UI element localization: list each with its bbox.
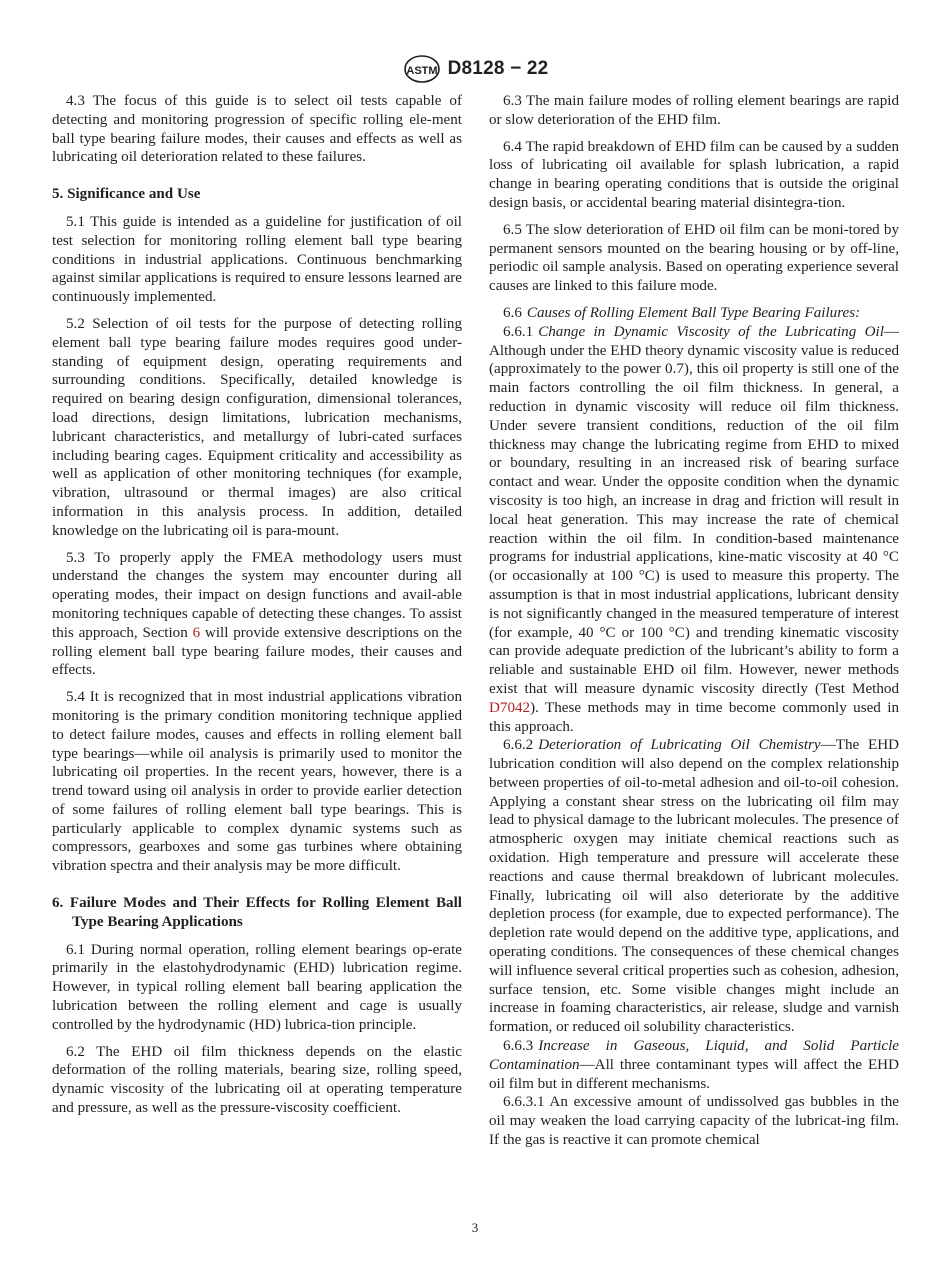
paragraph-6-6-2: 6.6.2 Deterioration of Lubricating Oil Chemistry—The EHD lubrication condition will also depend on the complex relationship between properties of oil-to-metal adhesion and oil-to-oil cohesion. Applying a constant shear stress on the lubricating oil film may lead to physical damage to the lubricant molecules. The presence of atmospheric oxygen may initiate chemical reactions such as oxidation. High temperature and pressure will accelerate these reactions and cause thermal breakdown of lubricant molecules. Finally, lubricating oil will also deteriorate by the additive depletion process (for example, due to expected performance). The depletion rate would depend on the additive type, applications, and operating conditions. The consequences of these chemical changes will influence several critical properties such as cohesion, adhesion, surface tension, etc. Some visible changes might include an increase in foaming characteristics, air release, sludge and varnish formation, or reduced oil solubility characteristics. (489, 737, 899, 1036)
paragraph-6-4: 6.4 The rapid breakdown of EHD film can be caused by a sudden loss of lubricating oil available for splash lubrication, a rapid change in bearing operating conditions that is outside the original design basis, or accidental bearing material disintegra-tion. (489, 138, 899, 211)
svg-text:ASTM: ASTM (406, 65, 438, 77)
page-header (0, 54, 950, 89)
paragraph-5-3: 5.3 To properly apply the FMEA methodology users must understand the changes the system may encounter during all operating modes, their impact on design functions and avail-able monitoring techniques capable of detecting these changes. To assist this approach, Section 6 will provide extensive descriptions on the rolling element ball type bearing failure modes, their causes and effects. (52, 549, 462, 679)
paragraph-6-1: 6.1 During normal operation, rolling element bearings op-erate primarily in the elastohydrodynamic (EHD) lubrication regime. However, in typical rolling element ball bearing application the lubrication between the rolling element and cage is usually controlled by the hydrodynamic (HD) lubrica-tion principle. (52, 941, 462, 1033)
paragraph-5-4: 5.4 It is recognized that in most industrial applications vibration monitoring is the primary condition monitoring technique applied to detect failure modes, causes and effects in rolling element ball type bearings—while oil analysis is primarily used to monitor the lubricating oil properties. In the recent years, however, there is a trend toward using oil analysis in order to provide earlier detection of some failures of rolling element ball type bearings. This is particularly applicable to complex dynamic systems such as compressors, gearboxes and some gas turbines where obtaining vibration spectra and their analysis may be more difficult. (52, 689, 462, 875)
page-number: 3 (471, 1220, 479, 1235)
paragraph-4-3: 4.3 The focus of this guide is to select oil tests capable of detecting and monitoring progression of specific rolling ele-ment ball type bearing failure modes, their causes and effects as well as lubricating oil deterioration related to these failures. (52, 93, 462, 166)
paragraph-5-1: 5.1 This guide is intended as a guideline for justification of oil test selection for monitoring rolling element ball type bearing conditions in industrial applications. Continuous benchmarking against similar applications is required to ensure lessons learned are continuously implemented. (52, 213, 462, 306)
paragraph-5-2: 5.2 Selection of oil tests for the purpose of detecting rolling element ball type bearing failure modes requires good under-standing of equipment design, operating requirements and surrounding conditions. Specifically, detailed knowledge is required on bearing design configuration, dimensional tolerances, load directions, design limitations, lubrication mechanisms, lubricant characteristics, and metallurgy of lubri-cated surfaces including bearing cages. Equipment criticality and accessibility as well as application of other monitoring techniques (for example, vibration, ultrasound or thermal images) are also critical information in this analysis process. In addition, detailed knowledge on the lubricating oil is para-mount. (52, 315, 462, 539)
astm-logo-icon (402, 54, 442, 84)
paragraph-6-6-3-1: 6.6.3.1 An excessive amount of undissolved gas bubbles in the oil may weaken the load carrying capacity of the lubricat-ing film. If the gas is reactive it can promote chemical (489, 1094, 899, 1149)
document-designation: D8128 − 22 (447, 58, 549, 79)
section-6-heading: 6. Failure Modes and Their Effects for Rolling Element Ball Type Bearing Applications (52, 895, 462, 930)
section-6-link[interactable]: 6 (192, 624, 201, 641)
paragraph-6-5: 6.5 The slow deterioration of EHD oil film can be moni-tored by permanent sensors mounted on the bearing housing or by off-line, periodic oil sample analysis. Based on operating experience several causes are linked to this failure mode. (489, 221, 899, 295)
right-column (489, 92, 899, 1150)
d7042-link[interactable]: D7042 (489, 699, 531, 716)
paragraph-6-6-3: 6.6.3 Increase in Gaseous, Liquid, and Solid Particle Contamination—All three contaminant types will affect the EHD oil film but in different mechanisms. (489, 1038, 899, 1092)
paragraph-6-6-1: 6.6.1 Change in Dynamic Viscosity of the Lubricating Oil—Although under the EHD theory dynamic viscosity value is reduced (approximately to the power 0.7), this oil property is still one of the main factors controlling the oil film thickness. In general, a reduction in dynamic viscosity will reduce oil film thickness. Under severe transient conditions, reduction of the oil film thickness may change the lubricating regime from EHD to mixed or boundary, resulting in an increased risk of bearing surface contact and wear. Under the opposite condition when the dynamic viscosity is too high, an increase in drag and friction will result in local heat generation. This may increase the rate of chemical reaction within the oil film. In condition-based maintenance programs for industrial applications, kine-matic viscosity at 40 °C (or occasionally at 100 °C) is used to measure this property. The assumption is that in most industrial applications, lubricant density is not significantly changed in the measured temperature of interest (for example, 40 °C or 100 °C) and trending kinematic viscosity can provide adequate prediction of the lubricant’s ability to form a reliable and sustainable EHD oil film. However, newer methods exist that will measure dynamic viscosity directly (Test Method D7042). These methods may in time become commonly used in this approach. (489, 323, 899, 735)
section-5-heading: 5. Significance and Use (52, 186, 201, 203)
left-column (52, 92, 462, 1126)
paragraph-6-3: 6.3 The main failure modes of rolling element bearings are rapid or slow deterioration of the EHD film. (489, 93, 899, 128)
paragraph-6-2: 6.2 The EHD oil film thickness depends on the elastic deformation of the rolling materials, bearing size, rolling speed, dynamic viscosity of the lubricating oil at operating temperature and pressure, as well as the pressure-viscosity coefficient. (52, 1043, 462, 1117)
paragraph-6-6: 6.6 Causes of Rolling Element Ball Type Bearing Failures: (503, 304, 861, 321)
